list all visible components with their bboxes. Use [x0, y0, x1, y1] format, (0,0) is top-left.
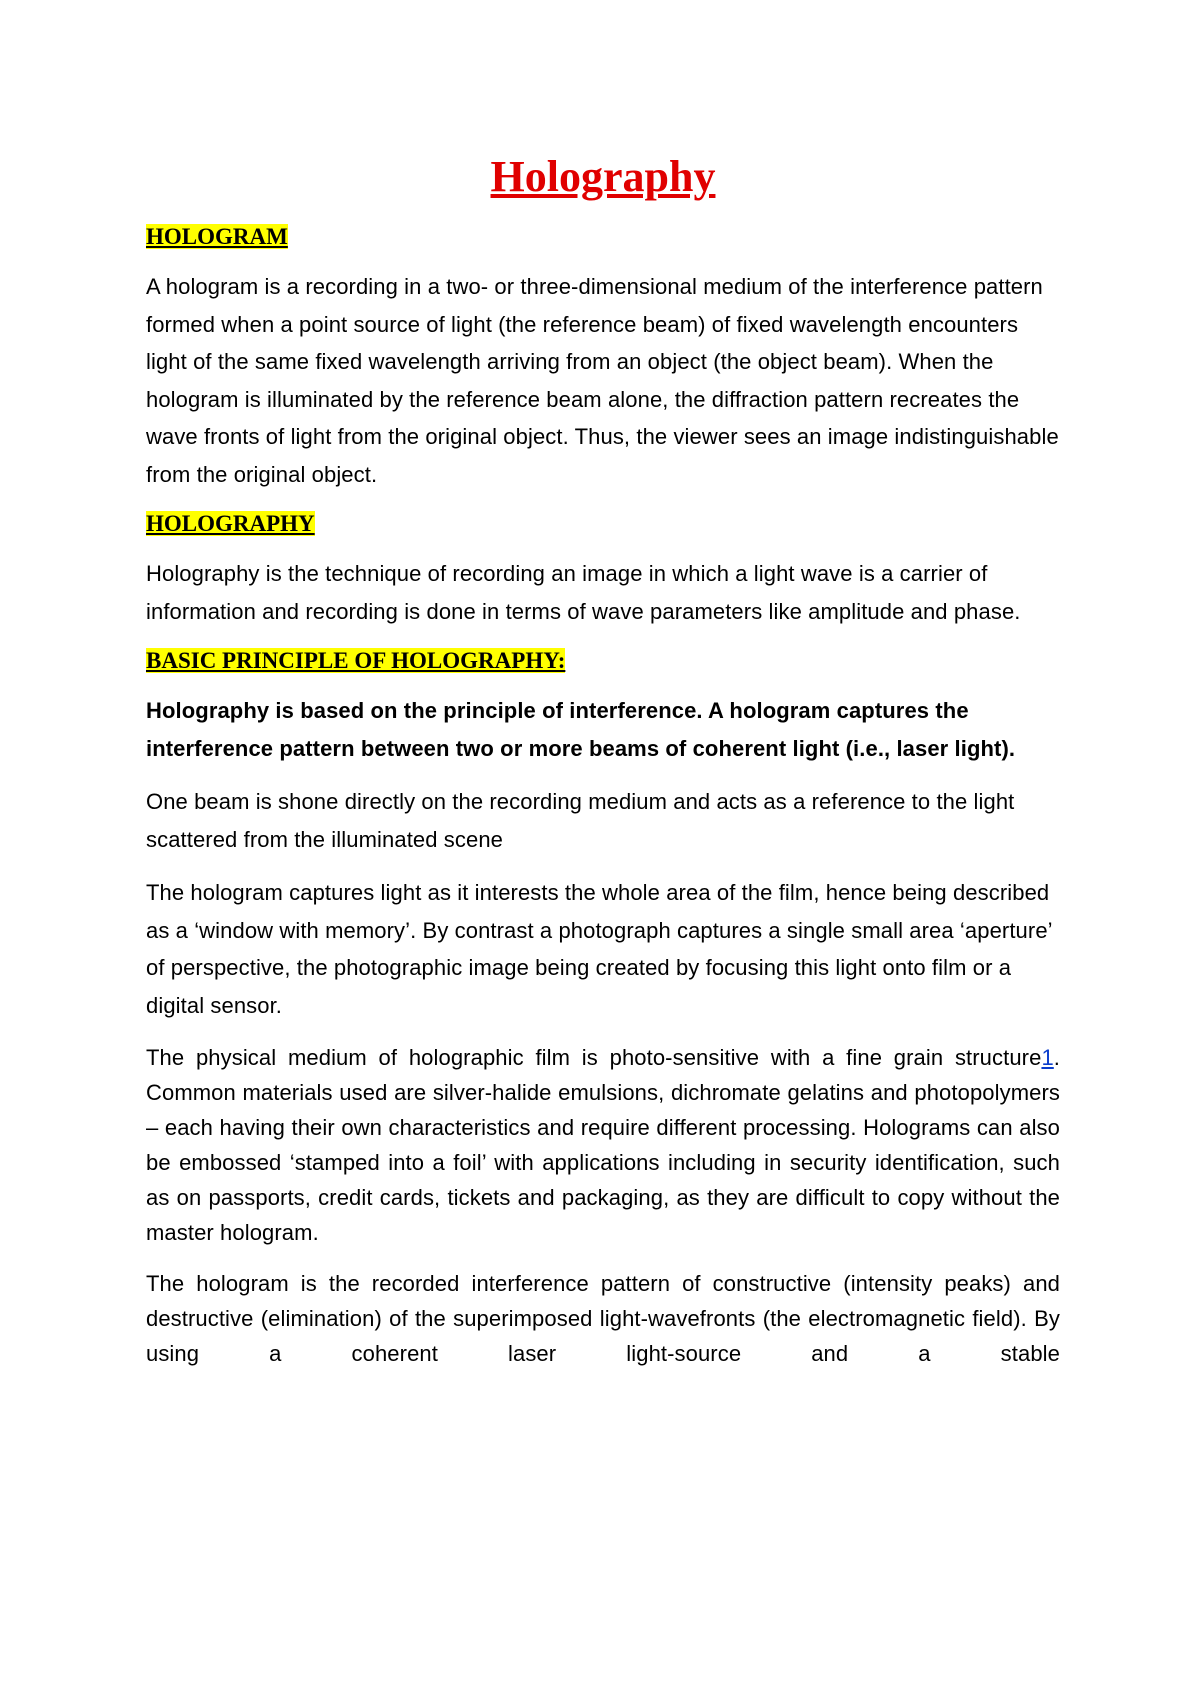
paragraph-reference-beam: One beam is shone directly on the recording medium and acts as a reference to the light scattered from the illuminated scene: [146, 789, 1015, 852]
footnote-link-1[interactable]: 1: [1041, 1045, 1054, 1070]
paragraph-holography-definition: Holography is the technique of recording an image in which a light wave is a carrier of information and recording is done in terms of wave parameters like amplitude and phase.: [146, 561, 1021, 624]
heading-holography-text: HOLOGRAPHY: [146, 511, 315, 536]
heading-basic-principle-text: BASIC PRINCIPLE OF HOLOGRAPHY:: [146, 648, 566, 673]
heading-basic-principle: [146, 646, 1060, 676]
paragraph-physical-medium-end: . Common materials used are silver-halide emulsions, dichromate gelatins and photopolymers – each having their own characteristics and require different processing. Holograms can also be embossed ‘stamped into a foil’ with applications including in security identification, such as on passports, credit cards, tickets and packaging, as they are difficult to copy without the master hologram.: [146, 1045, 1060, 1245]
document-content: [146, 150, 1060, 1371]
paragraph-physical-medium-start: The physical medium of holographic film is photo-sensitive with a fine grain structure: [146, 1045, 1042, 1070]
paragraph-physical-medium: [146, 1040, 1060, 1250]
paragraph-window-with-memory: The hologram captures light as it interests the whole area of the film, hence being described as a ‘window with memory’. By contrast a photograph captures a single small area ‘aperture’ of perspective, the photographic image being created by focusing this light onto film or a digital sensor.: [146, 880, 1052, 1018]
heading-hologram-text: HOLOGRAM: [146, 224, 288, 249]
paragraph-principle-intro: Holography is based on the principle of interference. A hologram captures the interference pattern between two or more beams of coherent light (i.e., laser light).: [146, 698, 1016, 761]
document-title: Holography: [490, 152, 716, 201]
paragraph-hologram-definition: A hologram is a recording in a two- or three-dimensional medium of the interference pattern formed when a point source of light (the reference beam) of fixed wavelength encounters light of the same fixed wavelength arriving from an object (the object beam). When the hologram is illuminated by the reference beam alone, the diffraction pattern recreates the wave fronts of light from the original object. Thus, the viewer sees an image indistinguishable from the original object.: [146, 274, 1059, 487]
heading-holography: [146, 509, 1060, 539]
heading-hologram: [146, 222, 1060, 252]
paragraph-interference-pattern: The hologram is the recorded interference pattern of constructive (intensity peaks) and destructive (elimination) of the superimposed light-wavefronts (the electromagnetic field). By using a coherent laser light-source and a stable: [146, 1271, 1060, 1366]
